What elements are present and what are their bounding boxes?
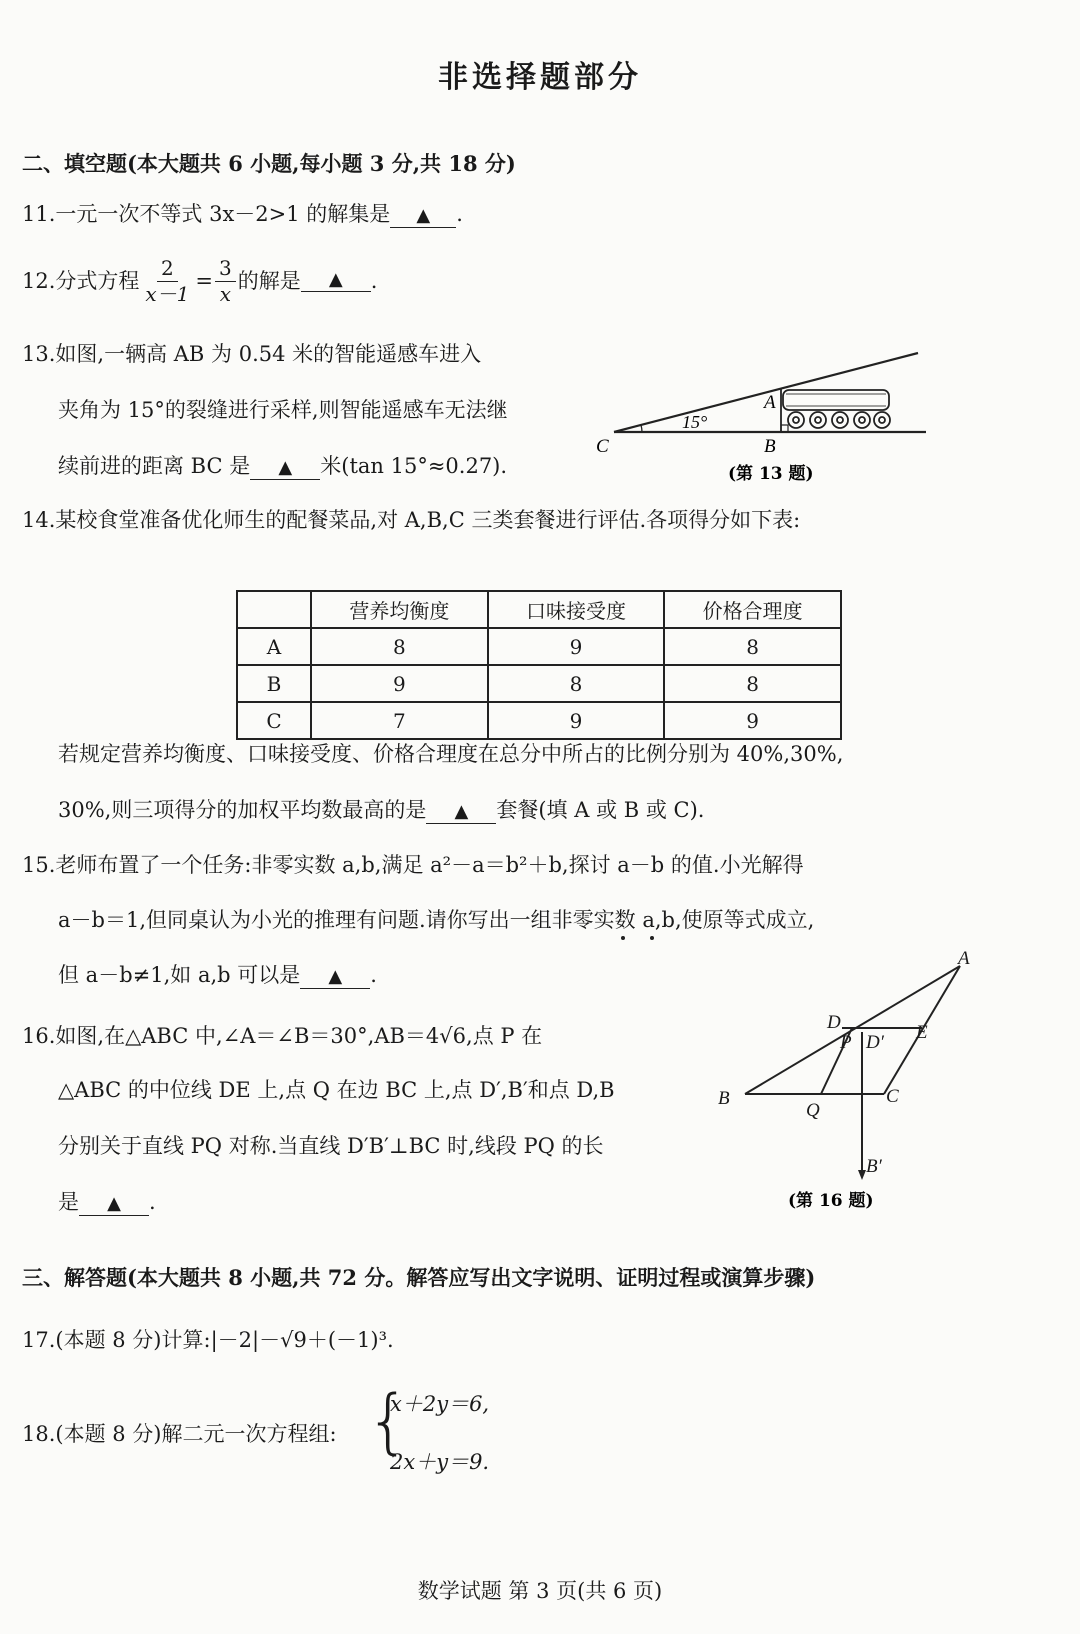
- table-row: [237, 665, 841, 702]
- question-number: 16.: [22, 1024, 56, 1048]
- answer-blank[interactable]: ▲: [300, 968, 370, 989]
- table-cell: B: [237, 665, 311, 702]
- question-text: (本题 8 分)解二元一次方程组:: [55, 1422, 337, 1446]
- question-suffix: 的解是: [237, 269, 301, 293]
- segment-ba: [745, 966, 960, 1094]
- table-cell: 9: [664, 702, 841, 739]
- point-c-label: C: [886, 1086, 899, 1107]
- question-15-line-2: a－b＝1,但同桌认为小光的推理有问题.请你写出一组非零实数 a,b,使原等式成立,: [58, 908, 815, 932]
- table-header-cell: [237, 591, 311, 628]
- point-q-label: Q: [806, 1100, 820, 1121]
- point-e-label: E: [916, 1022, 928, 1043]
- arrow-head: [858, 1170, 866, 1180]
- figure-13: [596, 340, 940, 500]
- numerator: 2: [157, 258, 178, 282]
- question-number: 11.: [22, 202, 56, 226]
- denominator: x－1: [145, 282, 190, 306]
- table-row: [237, 628, 841, 665]
- question-text: (本题 8 分)计算:|－2|－√9＋(－1)³.: [55, 1328, 394, 1352]
- table-cell: 9: [311, 665, 488, 702]
- answer-blank[interactable]: ▲: [301, 271, 371, 292]
- figure-caption: (第 13 题): [728, 464, 814, 484]
- period: .: [370, 963, 377, 987]
- section-2-heading: 二、填空题(本大题共 6 小题,每小题 3 分,共 18 分): [22, 151, 516, 176]
- question-text: 如图,一辆高 AB 为 0.54 米的智能遥感车进入: [55, 342, 482, 366]
- question-15-line-1: [22, 855, 804, 876]
- question-16-line-3: 分别关于直线 PQ 对称.当直线 D′B′⊥BC 时,线段 PQ 的长: [58, 1134, 604, 1158]
- point-c-label: C: [596, 436, 609, 457]
- question-13-line-2: 夹角为 15°的裂缝进行采样,则智能遥感车无法继: [58, 398, 508, 422]
- page-title: 非选择题部分: [438, 60, 642, 95]
- question-text: 是: [58, 1190, 79, 1214]
- question-17: [22, 1330, 394, 1351]
- table-row: [237, 702, 841, 739]
- question-11: [22, 204, 463, 228]
- question-prefix: 分式方程: [55, 269, 140, 293]
- table-header-row: [237, 591, 841, 628]
- page-footer: 数学试题 第 3 页(共 6 页): [417, 1579, 663, 1603]
- question-12: [22, 258, 377, 305]
- point-p-label: P: [840, 1032, 852, 1053]
- fraction-left: [141, 258, 193, 305]
- table-cell: 8: [664, 628, 841, 665]
- question-number: 18.: [22, 1422, 56, 1446]
- point-b-label: B: [718, 1088, 730, 1109]
- table-header-cell: 价格合理度: [664, 591, 841, 628]
- question-text: 如图,在△ABC 中,∠A＝∠B＝30°,AB＝4√6,点 P 在: [55, 1024, 543, 1048]
- question-18: [22, 1424, 337, 1445]
- question-16-line-2: △ABC 的中位线 DE 上,点 Q 在边 BC 上,点 D′,B′和点 D,B: [58, 1078, 615, 1102]
- period: .: [149, 1190, 156, 1214]
- question-16-line-4: [58, 1192, 156, 1216]
- point-d-label: D: [827, 1012, 841, 1033]
- question-14-line-1: [22, 510, 800, 531]
- emphasis-dot: [621, 936, 625, 940]
- figure-caption: (第 16 题): [788, 1191, 874, 1211]
- period: .: [456, 202, 463, 226]
- table-header-cell: 口味接受度: [488, 591, 665, 628]
- equals-sign: =: [195, 269, 214, 293]
- numerator: 3: [215, 258, 236, 282]
- question-text: 但 a－b≠1,如 a,b 可以是: [58, 963, 301, 987]
- question-text: 老师布置了一个任务:非零实数 a,b,满足 a²－a＝b²＋b,探讨 a－b 的值.小光解得: [55, 853, 804, 877]
- point-d-prime-label: D′: [866, 1032, 884, 1053]
- figure-16: [720, 940, 990, 1230]
- emphasis-dot: [650, 936, 654, 940]
- table-cell: 9: [488, 702, 665, 739]
- equation-system-brace: {: [366, 1380, 411, 1462]
- question-number: 15.: [22, 853, 56, 877]
- equation-2: 2x＋y＝9.: [390, 1450, 490, 1474]
- question-13-line-3: [58, 456, 507, 480]
- question-text: 套餐(填 A 或 B 或 C).: [496, 798, 705, 822]
- question-text: 30%,则三项得分的加权平均数最高的是: [58, 798, 427, 822]
- vehicle-wheels: [788, 412, 890, 428]
- question-text: 米(tan 15°≈0.27).: [320, 454, 508, 478]
- vehicle-body: [783, 390, 889, 410]
- question-text: 续前进的距离 BC 是: [58, 454, 251, 478]
- answer-blank[interactable]: ▲: [426, 803, 496, 824]
- angle-label: 15°: [682, 412, 708, 432]
- table-cell: 7: [311, 702, 488, 739]
- table-cell: A: [237, 628, 311, 665]
- equation-1: x＋2y＝6,: [390, 1392, 490, 1416]
- question-text: 一元一次不等式 3x－2>1 的解集是: [55, 202, 391, 226]
- question-15-line-3: [58, 965, 377, 989]
- point-b-label: B: [764, 436, 776, 457]
- question-number: 13.: [22, 342, 56, 366]
- question-13-line-1: [22, 344, 481, 365]
- answer-blank[interactable]: ▲: [79, 1195, 149, 1216]
- question-number: 12.: [22, 269, 56, 293]
- period: .: [370, 269, 378, 293]
- answer-blank[interactable]: ▲: [390, 207, 456, 228]
- table-cell: C: [237, 702, 311, 739]
- point-a-label: A: [958, 948, 970, 969]
- fraction-right: [215, 258, 236, 305]
- question-14-line-3: [58, 800, 704, 824]
- denominator: x: [219, 282, 232, 306]
- question-text: 某校食堂准备优化师生的配餐菜品,对 A,B,C 三类套餐进行评估.各项得分如下表:: [55, 508, 801, 532]
- score-table: [236, 590, 842, 740]
- question-14-line-2: 若规定营养均衡度、口味接受度、价格合理度在总分中所占的比例分别为 40%,30%,: [58, 742, 844, 766]
- section-3-heading: 三、解答题(本大题共 8 小题,共 72 分。解答应写出文字说明、证明过程或演算步骤): [22, 1265, 816, 1290]
- question-16-line-1: [22, 1026, 542, 1047]
- table-cell: 8: [311, 628, 488, 665]
- question-number: 17.: [22, 1328, 56, 1352]
- table-header-cell: 营养均衡度: [311, 591, 488, 628]
- table-cell: 9: [488, 628, 665, 665]
- table-cell: 8: [488, 665, 665, 702]
- point-a-label: A: [764, 392, 776, 413]
- answer-blank[interactable]: ▲: [250, 459, 320, 480]
- question-number: 14.: [22, 508, 56, 532]
- table-cell: 8: [664, 665, 841, 702]
- point-b-prime-label: B′: [866, 1156, 882, 1177]
